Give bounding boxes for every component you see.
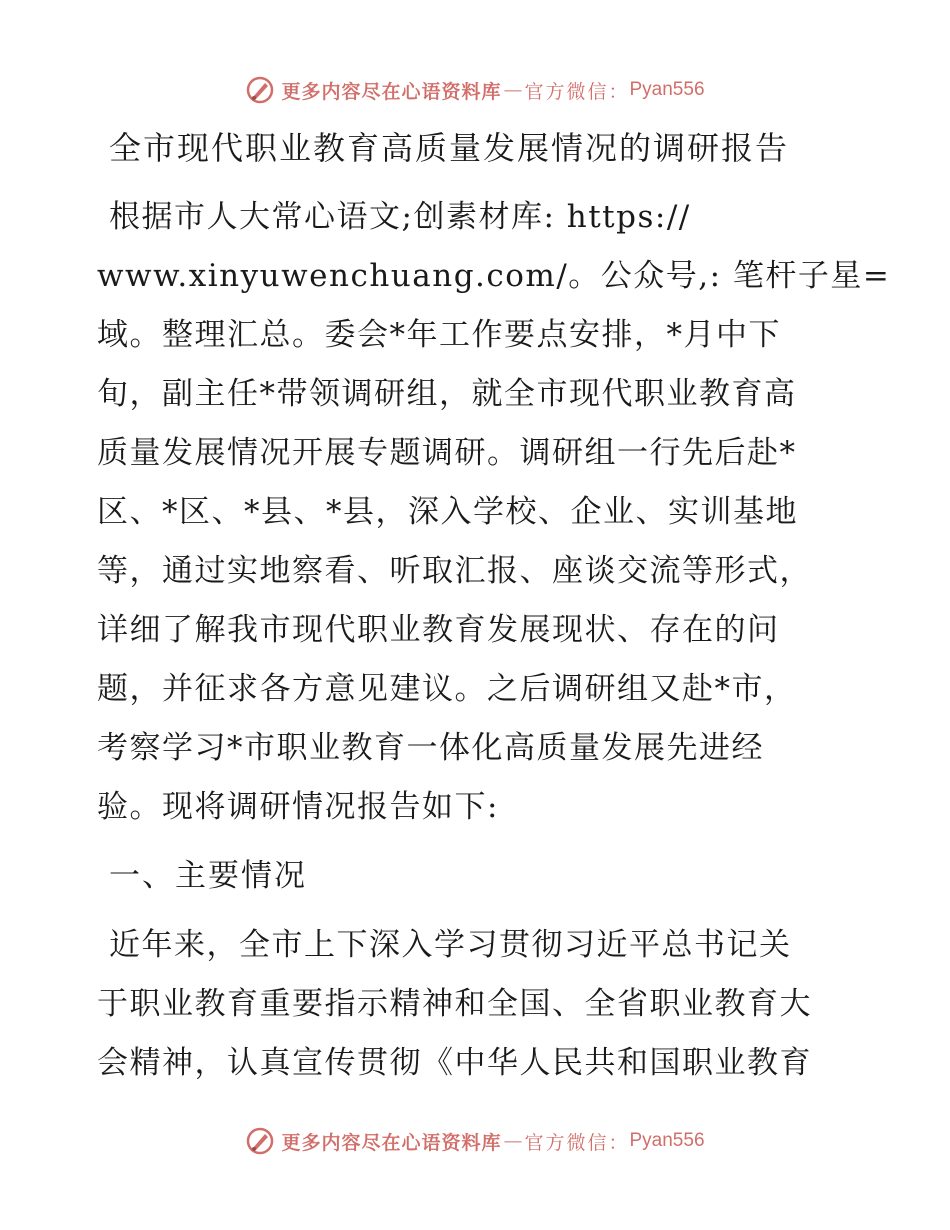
paragraph-line: 考察学习*市职业教育一体化高质量发展先进经 xyxy=(97,730,764,766)
paragraph-line: 区、*区、*县、*县，深入学校、企业、实训基地 xyxy=(97,494,798,530)
watermark-header xyxy=(0,72,950,108)
watermark-wechat-id: Pyan556 xyxy=(629,1130,705,1151)
paragraph-line: 域。整理汇总。委会*年工作要点安排，*月中下 xyxy=(97,317,781,353)
paragraph-line: 根据市人大常心语文;创素材库: https:// xyxy=(109,199,691,235)
paragraph-line: 题，并征求各方意见建议。之后调研组又赴*市， xyxy=(97,671,797,707)
document-page xyxy=(97,118,891,1093)
paragraph-line: 详细了解我市现代职业教育发展现状、存在的问 xyxy=(97,612,780,648)
section1-paragraph xyxy=(97,916,857,1093)
document-title: 全市现代职业教育高质量发展情况的调研报告 xyxy=(109,129,790,167)
section-heading: 一、主要情况 xyxy=(109,858,307,894)
paragraph-line: www.xinyuwenchuang.com/。公众号,: 笔杆子星= xyxy=(97,258,891,294)
paragraph-line: 旬，副主任*带领调研组，就全市现代职业教育高 xyxy=(97,376,797,412)
watermark-footer xyxy=(0,1123,950,1159)
paragraph-line: 质量发展情况开展专题调研。调研组一行先后赴* xyxy=(97,435,797,471)
paragraph-line: 等，通过实地察看、听取汇报、座谈交流等形式， xyxy=(97,553,812,589)
watermark-text: 更多内容尽在心语资料库 xyxy=(281,80,502,103)
watermark-dash: — xyxy=(503,1130,523,1152)
brush-logo-icon xyxy=(245,1126,275,1156)
brush-logo-icon xyxy=(245,75,275,105)
paragraph-line: 于职业教育重要指示精神和全国、全省职业教育大 xyxy=(97,986,812,1022)
paragraph-line: 会精神，认真宣传贯彻《中华人民共和国职业教育 xyxy=(97,1045,812,1081)
paragraph-line: 验。现将调研情况报告如下: xyxy=(97,789,499,825)
watermark-dash: — xyxy=(503,79,523,101)
intro-paragraph xyxy=(97,188,891,837)
watermark-official-label: 官方微信： xyxy=(524,1131,630,1154)
watermark-official-label: 官方微信： xyxy=(524,80,630,103)
paragraph-line: 近年来，全市上下深入学习贯彻习近平总书记关 xyxy=(109,927,792,963)
watermark-wechat-id: Pyan556 xyxy=(629,79,705,100)
watermark-text: 更多内容尽在心语资料库 xyxy=(281,1131,502,1154)
